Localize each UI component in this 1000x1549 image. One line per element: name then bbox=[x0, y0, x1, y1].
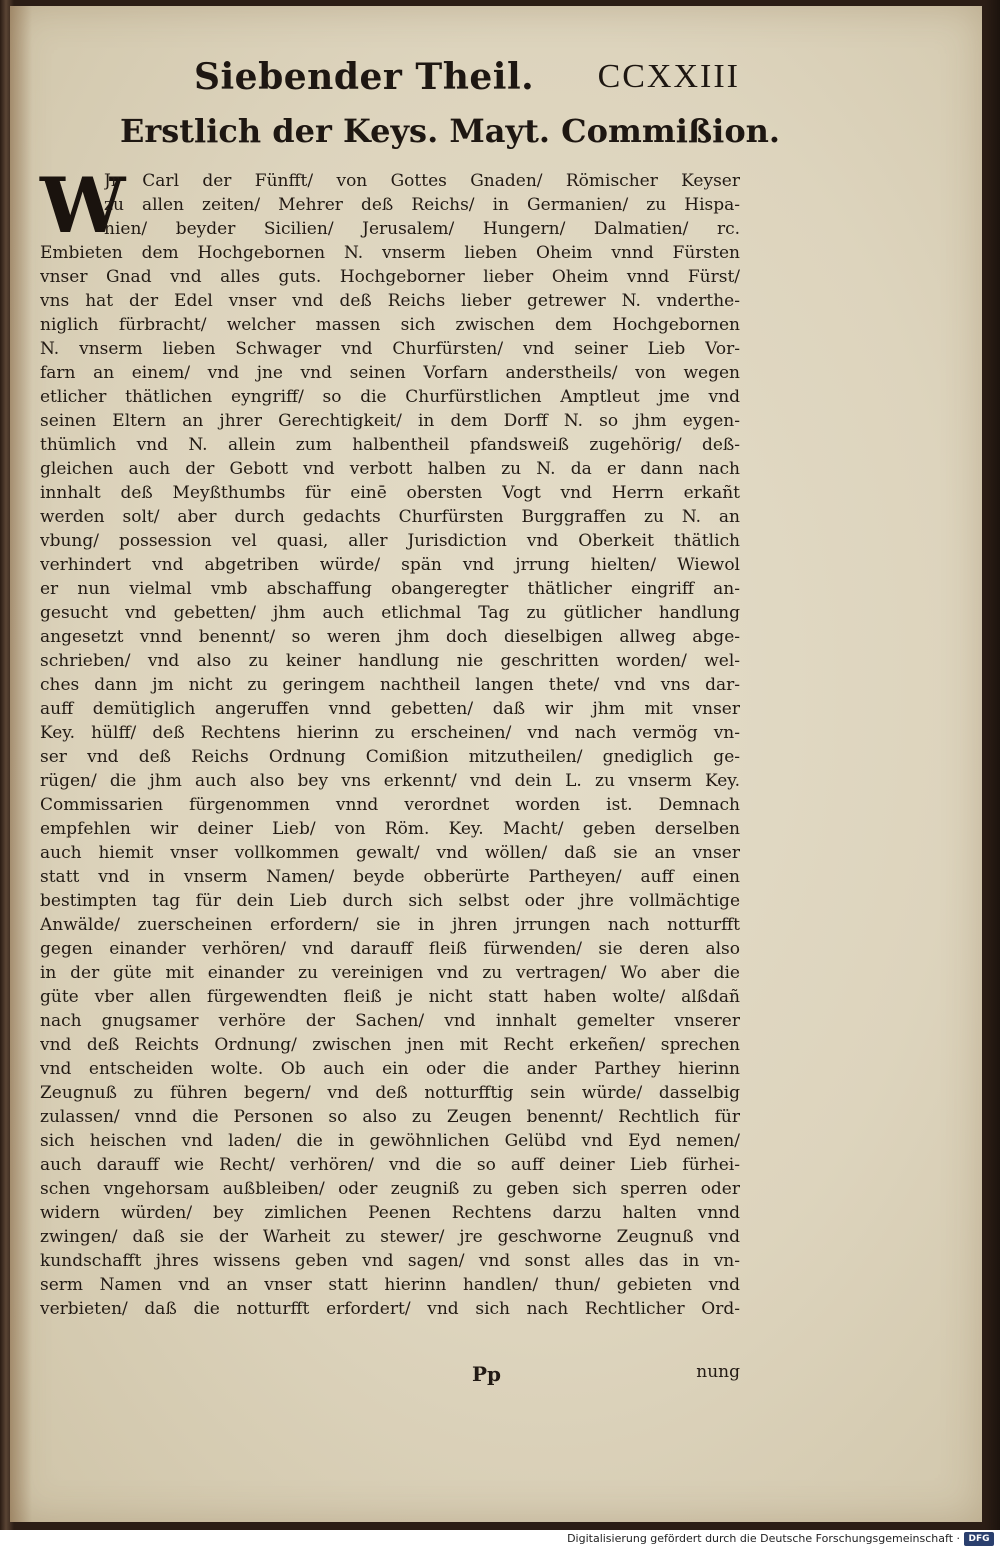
text-line: empfehlen wir deiner Lieb/ von Röm. Key. Macht/ geben derselben bbox=[40, 819, 740, 839]
text-line: schrieben/ vnd also zu keiner handlung nie geschritten worden/ wel- bbox=[40, 651, 740, 671]
text-line: Anwälde/ zuerscheinen erfordern/ sie in jhren jrrungen nach notturfft bbox=[40, 915, 740, 935]
signature-mark: Pp bbox=[472, 1362, 502, 1386]
text-line: verhindert vnd abgetriben würde/ spän vnd jrrung hielten/ Wiewol bbox=[40, 555, 740, 575]
text-line: schen vngehorsam außbleiben/ oder zeugniß zu geben sich sperren oder bbox=[40, 1179, 740, 1199]
text-line bbox=[40, 1321, 740, 1345]
page-gutter-shadow bbox=[10, 6, 32, 1522]
drop-cap-initial: W bbox=[40, 161, 126, 250]
section-heading: Erstlich der Keys. Mayt. Commißion. bbox=[120, 112, 781, 150]
text-line: statt vnd in vnserm Namen/ beyde obberürte Partheyen/ auff einen bbox=[40, 867, 740, 887]
text-line: gegen einander verhören/ vnd darauff fleiß fürwenden/ sie deren also bbox=[40, 939, 740, 959]
text-line: widern würden/ bey zimlichen Peenen Rechtens darzu halten vnnd bbox=[40, 1203, 740, 1223]
text-line: auch darauff wie Recht/ verhören/ vnd die so auff deiner Lieb fürhei- bbox=[40, 1155, 740, 1175]
text-line: in der güte mit einander zu vereinigen vnd zu vertragen/ Wo aber die bbox=[40, 963, 740, 983]
text-line: Jr Carl der Fünfft/ von Gottes Gnaden/ Römischer Keyser bbox=[104, 171, 740, 191]
book-page bbox=[10, 6, 982, 1522]
running-head bbox=[170, 56, 740, 106]
text-line: vns hat der Edel vnser vnd deß Reichs lieber getrewer N. vnderthe- bbox=[40, 291, 740, 311]
dfg-logo: DFG bbox=[964, 1532, 994, 1546]
text-line: serm Namen vnd an vnser statt hierinn handlen/ thun/ gebieten vnd bbox=[40, 1275, 740, 1295]
text-line: bestimpten tag für dein Lieb durch sich selbst oder jhre vollmächtige bbox=[40, 891, 740, 911]
text-line: seinen Eltern an jhrer Gerechtigkeit/ in dem Dorff N. so jhm eygen- bbox=[40, 411, 740, 431]
text-line: auff demütiglich angeruffen vnnd gebetten/ daß wir jhm mit vnser bbox=[40, 699, 740, 719]
text-line: kundschafft jhres wissens geben vnd sagen/ vnd sonst alles das in vn- bbox=[40, 1251, 740, 1271]
text-line: vnd entscheiden wolte. Ob auch ein oder die ander Parthey hierinn bbox=[40, 1059, 740, 1079]
text-line: vnser Gnad vnd alles guts. Hochgeborner lieber Oheim vnnd Fürst/ bbox=[40, 267, 740, 287]
text-line: farn an einem/ vnd jne vnd seinen Vorfarn anderstheils/ von wegen bbox=[40, 363, 740, 383]
text-line: Commissarien fürgenommen vnnd verordnet worden ist. Demnach bbox=[40, 795, 740, 815]
funding-notice: Digitalisierung gefördert durch die Deutsche Forschungsgemeinschaft · bbox=[567, 1532, 960, 1545]
text-line: angesetzt vnnd benennt/ so weren jhm doch dieselbigen allweg abge- bbox=[40, 627, 740, 647]
text-line: rügen/ die jhm auch also bey vns erkennt/ vnd dein L. zu vnserm Key. bbox=[40, 771, 740, 791]
digitization-footer bbox=[0, 1530, 1000, 1549]
body-text bbox=[40, 161, 740, 1369]
text-line: ser vnd deß Reichs Ordnung Comißion mitzutheilen/ gnediglich ge- bbox=[40, 747, 740, 767]
text-line: Zeugnuß zu führen begern/ vnd deß notturfftig sein würde/ dasselbig bbox=[40, 1083, 740, 1103]
text-line: Embieten dem Hochgebornen N. vnserm lieben Oheim vnnd Fürsten bbox=[40, 243, 740, 263]
text-line: etlicher thätlichen eyngriff/ so die Churfürstlichen Amptleut jme vnd bbox=[40, 387, 740, 407]
text-line: vnd deß Reichts Ordnung/ zwischen jnen mit Recht erkeñen/ sprechen bbox=[40, 1035, 740, 1055]
text-line: niglich fürbracht/ welcher massen sich zwischen dem Hochgebornen bbox=[40, 315, 740, 335]
text-line: auch hiemit vnser vollkommen gewalt/ vnd wöllen/ daß sie an vnser bbox=[40, 843, 740, 863]
folio-number: CCXXIII bbox=[597, 58, 740, 95]
text-line: nien/ beyder Sicilien/ Jerusalem/ Hungern/ Dalmatien/ rc. bbox=[104, 219, 740, 239]
text-line: ches dann jm nicht zu geringem nachtheil langen thete/ vnd vns dar- bbox=[40, 675, 740, 695]
text-line: innhalt deß Meyßthumbs für einē obersten Vogt vnd Herrn erkañt bbox=[40, 483, 740, 503]
text-line: Key. hülff/ deß Rechtens hierinn zu erscheinen/ vnd nach vermög vn- bbox=[40, 723, 740, 743]
text-line: zu allen zeiten/ Mehrer deß Reichs/ in Germanien/ zu Hispa- bbox=[104, 195, 740, 215]
text-line: güte vber allen fürgewendten fleiß je nicht statt haben wolte/ alßdañ bbox=[40, 987, 740, 1007]
page-footer-marks bbox=[40, 1362, 740, 1390]
text-line: sich heischen vnd laden/ die in gewöhnlichen Gelübd vnd Eyd nemen/ bbox=[40, 1131, 740, 1151]
text-line: gleichen auch der Gebott vnd verbott halben zu N. da er dann nach bbox=[40, 459, 740, 479]
catchword: nung bbox=[696, 1362, 740, 1382]
running-title: Siebender Theil. bbox=[194, 56, 535, 98]
text-line: zulassen/ vnnd die Personen so also zu Zeugen benennt/ Rechtlich für bbox=[40, 1107, 740, 1127]
text-line: verbieten/ daß die notturfft erfordert/ vnd sich nach Rechtlicher Ord- bbox=[40, 1299, 740, 1319]
text-line: zwingen/ daß sie der Warheit zu stewer/ jre geschworne Zeugnuß vnd bbox=[40, 1227, 740, 1247]
text-line: vbung/ possession vel quasi, aller Jurisdiction vnd Oberkeit thätlich bbox=[40, 531, 740, 551]
text-line: werden solt/ aber durch gedachts Churfürsten Burggraffen zu N. an bbox=[40, 507, 740, 527]
text-line: er nun vielmal vmb abschaffung obangeregter thätlicher eingriff an- bbox=[40, 579, 740, 599]
text-line: N. vnserm lieben Schwager vnd Churfürsten/ vnd seiner Lieb Vor- bbox=[40, 339, 740, 359]
text-line: thümlich vnd N. allein zum halbentheil pfandsweiß zugehörig/ deß- bbox=[40, 435, 740, 455]
text-line: nach gnugsamer verhöre der Sachen/ vnd innhalt gemelter vnserer bbox=[40, 1011, 740, 1031]
text-line: gesucht vnd gebetten/ jhm auch etlichmal Tag zu gütlicher handlung bbox=[40, 603, 740, 623]
